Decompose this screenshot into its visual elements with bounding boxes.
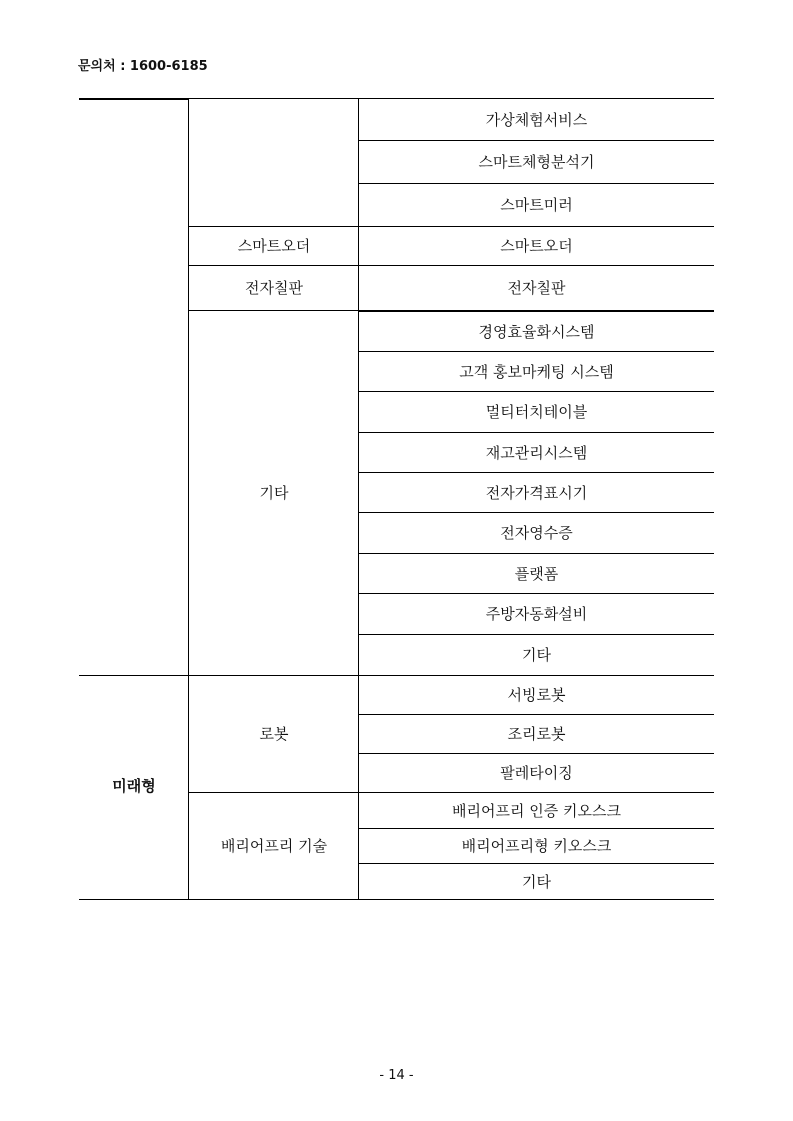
- item-cell: 팔레타이징: [500, 764, 573, 782]
- item-cell: 서빙로봇: [507, 686, 566, 704]
- item-cell: 가상체험서비스: [485, 110, 588, 129]
- item-cell: 전자영수증: [500, 524, 573, 542]
- item-cell: 경영효율화시스템: [478, 322, 595, 341]
- subcategory-cell: 로봇: [259, 725, 289, 743]
- item-cell: 배리어프리형 키오스크: [461, 837, 612, 855]
- item-cell: 스마트미러: [500, 196, 573, 214]
- subcategory-cell: 배리어프리 기술: [220, 837, 328, 855]
- item-cell: 스마트체형분석기: [478, 153, 595, 171]
- contact-info: 문의처 : 1600-6185: [78, 59, 208, 74]
- item-cell: 멀티터치테이블: [485, 403, 588, 421]
- subcategory-cell: 스마트오더: [237, 237, 311, 255]
- item-cell: 플랫폼: [514, 564, 559, 583]
- subcategory-cell: 전자칠판: [245, 279, 303, 297]
- page-number: - 14 -: [379, 1068, 414, 1083]
- subcategory-cell: 기타: [259, 484, 289, 502]
- item-cell: 재고관리시스템: [485, 443, 588, 462]
- item-cell: 전자칠판: [507, 279, 566, 297]
- item-cell: 기타: [522, 646, 551, 664]
- table-border: [79, 98, 189, 100]
- item-cell: 전자가격표시기: [485, 483, 588, 502]
- item-cell: 주방자동화설비: [485, 605, 588, 623]
- item-cell: 기타: [522, 872, 551, 891]
- category-cell: 미래형: [112, 776, 156, 795]
- item-cell: 고객 홍보마케팅 시스템: [459, 362, 614, 381]
- item-cell: 배리어프리 인증 키오스크: [452, 801, 621, 820]
- item-cell: 조리로봇: [507, 725, 566, 743]
- item-cell: 스마트오더: [500, 237, 573, 255]
- table-border: [79, 899, 714, 900]
